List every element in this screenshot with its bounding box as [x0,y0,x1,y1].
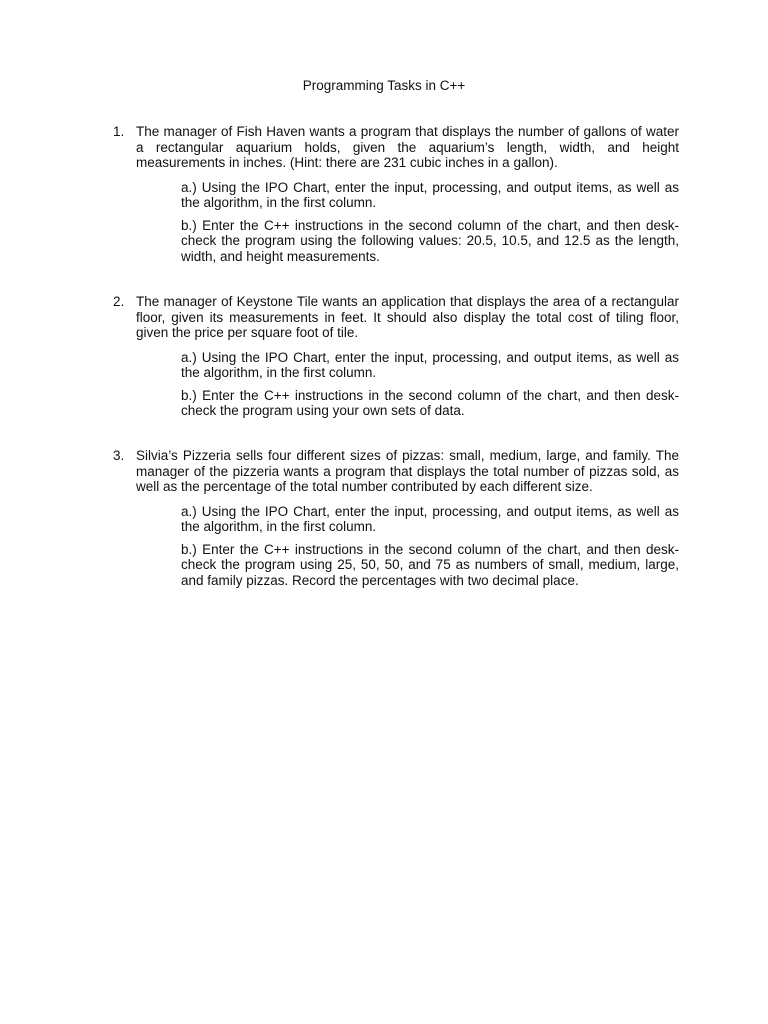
task-subitem-a: a.) Using the IPO Chart, enter the input, processing, and output items, as well as the algorithm, in the first column. [181,179,679,210]
task-item [113,294,679,419]
task-item [113,124,679,264]
task-subitem-b: b.) Enter the C++ instructions in the second column of the chart, and then desk-check the program using the following values: 20.5, 10.5, and 12.5 as the length, width, and height measurements. [181,217,679,264]
task-subitem-b: b.) Enter the C++ instructions in the second column of the chart, and then desk-check the program using 25, 50, 50, and 75 as numbers of small, medium, large, and family pizzas. Record the percentages with two decimal place. [181,541,679,588]
task-subitem-a: a.) Using the IPO Chart, enter the input, processing, and output items, as well as the algorithm, in the first column. [181,503,679,534]
task-description: The manager of Keystone Tile wants an application that displays the area of a rectangular floor, given its measurements in feet. It should also display the total cost of tiling floor, given the price per square foot of tile. [136,294,679,340]
task-description: Silvia’s Pizzeria sells four different sizes of pizzas: small, medium, large, and family. The manager of the pizzeria wants a program that displays the total number of pizzas sold, as well as the percentage of the total number contributed by each different size. [136,448,679,494]
task-description: The manager of Fish Haven wants a program that displays the number of gallons of water a rectangular aquarium holds, given the aquarium’s length, width, and height measurements in inches. (Hint: there are 231 cubic inches in a gallon). [136,124,679,170]
task-number: 2. [113,294,125,309]
task-item [113,448,679,588]
page-title: Programming Tasks in C++ [302,78,466,93]
task-number: 3. [113,448,125,463]
task-subitem-a: a.) Using the IPO Chart, enter the input, processing, and output items, as well as the algorithm, in the first column. [181,349,679,380]
task-subitem-b: b.) Enter the C++ instructions in the second column of the chart, and then desk-check the program using your own sets of data. [181,387,679,418]
task-number: 1. [113,124,125,139]
